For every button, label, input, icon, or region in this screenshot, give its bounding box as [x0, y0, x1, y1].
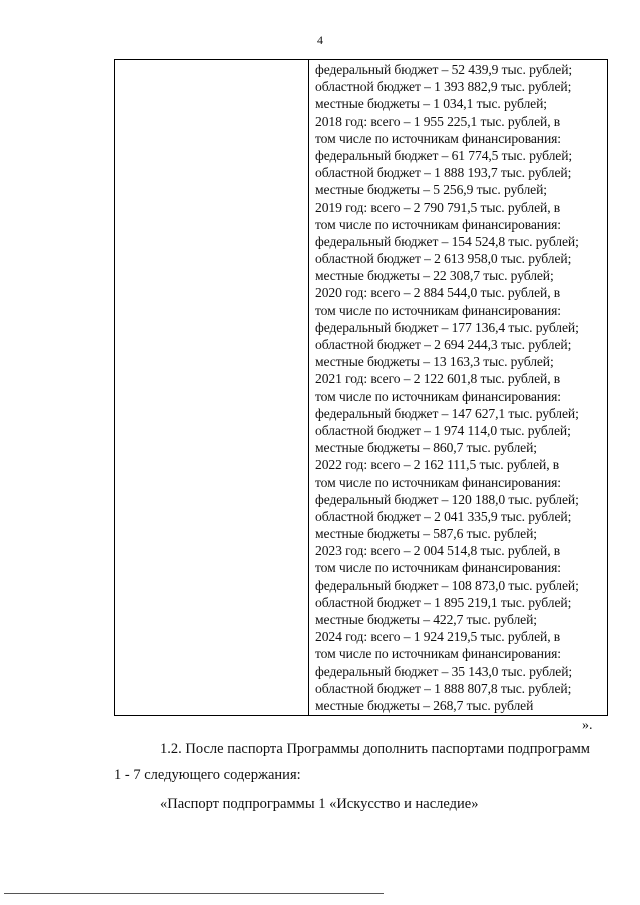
financing-line: 2018 год: всего – 1 955 225,1 тыс. рублей, в — [315, 113, 561, 129]
page-number: 4 — [317, 33, 323, 47]
amendment-paragraph: 1.2. После паспорта Программы дополнить паспортами подпрограмм — [160, 741, 590, 757]
closing-quote: ». — [582, 718, 593, 733]
financing-line: местные бюджеты – 860,7 тыс. рублей; — [315, 440, 537, 456]
financing-line: местные бюджеты – 422,7 тыс. рублей; — [315, 612, 537, 627]
financing-line: том числе по источникам финансирования: — [315, 474, 561, 490]
subprogram-passport-heading: «Паспорт подпрограммы 1 «Искусство и наследие» — [160, 796, 479, 812]
table-left-cell — [115, 60, 309, 715]
financing-line: 2021 год: всего – 2 122 601,8 тыс. рублей, в — [315, 371, 561, 387]
financing-line: том числе по источникам финансирования: — [315, 646, 561, 662]
financing-line: федеральный бюджет – 108 873,0 тыс. рублей; — [315, 577, 579, 593]
financing-line: том числе по источникам финансирования: — [315, 388, 561, 404]
financing-line: федеральный бюджет – 52 439,9 тыс. рублей; — [315, 62, 573, 77]
financing-line: местные бюджеты – 268,7 тыс. рублей — [315, 697, 534, 713]
financing-table — [114, 59, 608, 716]
financing-line: областной бюджет – 2 694 244,3 тыс. рублей; — [315, 337, 572, 352]
financing-line: том числе по источникам финансирования: — [315, 302, 561, 318]
amendment-paragraph-continuation: 1 - 7 следующего содержания: — [114, 767, 301, 783]
financing-line: федеральный бюджет – 35 143,0 тыс. рублей; — [315, 663, 573, 679]
financing-line: 2024 год: всего – 1 924 219,5 тыс. рублей, в — [315, 629, 561, 645]
financing-line: областной бюджет – 2 041 335,9 тыс. рублей; — [315, 508, 572, 524]
financing-line: областной бюджет – 1 888 193,7 тыс. рублей; — [315, 165, 572, 181]
financing-line: федеральный бюджет – 177 136,4 тыс. рублей; — [315, 319, 579, 335]
financing-line: федеральный бюджет – 147 627,1 тыс. рублей; — [315, 405, 579, 421]
financing-line: местные бюджеты – 13 163,3 тыс. рублей; — [315, 354, 554, 370]
financing-line: 2020 год: всего – 2 884 544,0 тыс. рублей, в — [315, 285, 561, 301]
financing-line: том числе по источникам финансирования: — [315, 560, 561, 576]
financing-line: 2019 год: всего – 2 790 791,5 тыс. рублей, в — [315, 199, 561, 215]
financing-line: том числе по источникам финансирования: — [315, 216, 561, 232]
financing-line: 2022 год: всего – 2 162 111,5 тыс. рублей, в — [315, 457, 560, 473]
financing-line: областной бюджет – 2 613 958,0 тыс. рублей; — [315, 251, 572, 267]
financing-line: местные бюджеты – 5 256,9 тыс. рублей; — [315, 182, 547, 198]
financing-line: местные бюджеты – 22 308,7 тыс. рублей; — [315, 268, 554, 284]
financing-line: том числе по источникам финансирования: — [315, 130, 561, 146]
footer-divider — [4, 893, 384, 894]
financing-line: областной бюджет – 1 895 219,1 тыс. рублей; — [315, 594, 572, 610]
financing-line: федеральный бюджет – 154 524,8 тыс. рублей; — [315, 233, 579, 249]
financing-line: федеральный бюджет – 120 188,0 тыс. рублей; — [315, 491, 579, 507]
financing-line: областной бюджет – 1 888 807,8 тыс. рублей; — [315, 680, 572, 696]
financing-line: местные бюджеты – 1 034,1 тыс. рублей; — [315, 96, 547, 112]
financing-line: федеральный бюджет – 61 774,5 тыс. рублей; — [315, 147, 573, 163]
financing-line: областной бюджет – 1 393 882,9 тыс. рублей; — [315, 79, 572, 95]
financing-line: 2023 год: всего – 2 004 514,8 тыс. рублей, в — [315, 543, 561, 559]
table-right-cell — [309, 60, 607, 715]
financing-line: местные бюджеты – 587,6 тыс. рублей; — [315, 526, 537, 542]
financing-line: областной бюджет – 1 974 114,0 тыс. рублей; — [315, 422, 571, 438]
